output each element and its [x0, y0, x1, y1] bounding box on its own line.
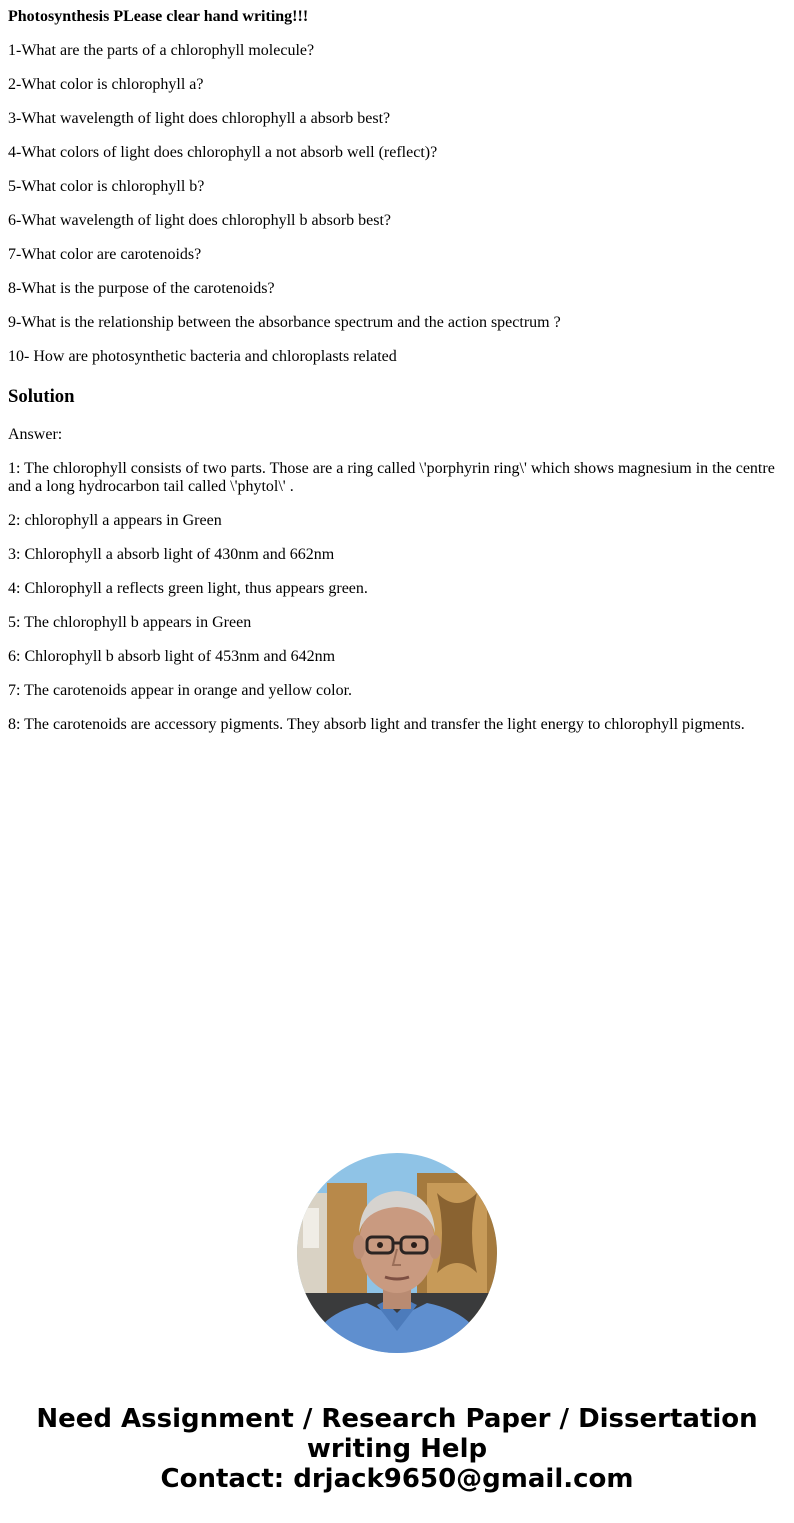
question-5: 5-What color is chlorophyll b? — [8, 178, 205, 195]
answer-label: Answer: — [8, 426, 63, 443]
question-3: 3-What wavelength of light does chlorophyll a absorb best? — [8, 110, 391, 127]
promo-line-2: writing Help — [306, 1434, 488, 1464]
answer-3: 3: Chlorophyll a absorb light of 430nm and 662nm — [8, 546, 335, 563]
answer-1: 1: The chlorophyll consists of two parts. Those are a ring called \'porphyrin ring\' which shows magnesium in the centre and a long hydrocarbon tail called \'phytol\' . — [8, 460, 775, 495]
question-6: 6-What wavelength of light does chlorophyll b absorb best? — [8, 212, 392, 229]
answer-7: 7: The carotenoids appear in orange and yellow color. — [8, 682, 353, 699]
answer-2: 2: chlorophyll a appears in Green — [8, 512, 222, 529]
question-9: 9-What is the relationship between the absorbance spectrum and the action spectrum ? — [8, 314, 561, 331]
question-2: 2-What color is chlorophyll a? — [8, 76, 204, 93]
author-avatar — [297, 1153, 497, 1353]
answer-5: 5: The chlorophyll b appears in Green — [8, 614, 252, 631]
solution-heading: Solution — [8, 386, 75, 407]
question-10: 10- How are photosynthetic bacteria and chloroplasts related — [8, 348, 397, 365]
question-1: 1-What are the parts of a chlorophyll molecule? — [8, 42, 315, 59]
promo-banner — [0, 1404, 794, 1494]
answer-8: 8: The carotenoids are accessory pigments. They absorb light and transfer the light energy to chlorophyll pigments. — [8, 716, 745, 733]
question-4: 4-What colors of light does chlorophyll a not absorb well (reflect)? — [8, 144, 438, 161]
question-8: 8-What is the purpose of the carotenoids? — [8, 280, 275, 297]
answer-6: 6: Chlorophyll b absorb light of 453nm and 642nm — [8, 648, 336, 665]
promo-contact: Contact: drjack9650@gmail.com — [160, 1464, 634, 1494]
answer-4: 4: Chlorophyll a reflects green light, thus appears green. — [8, 580, 368, 597]
document-body — [8, 0, 786, 734]
question-7: 7-What color are carotenoids? — [8, 246, 202, 263]
document-title: Photosynthesis PLease clear hand writing!!! — [8, 8, 309, 25]
promo-line-1: Need Assignment / Research Paper / Dissertation — [36, 1404, 758, 1434]
